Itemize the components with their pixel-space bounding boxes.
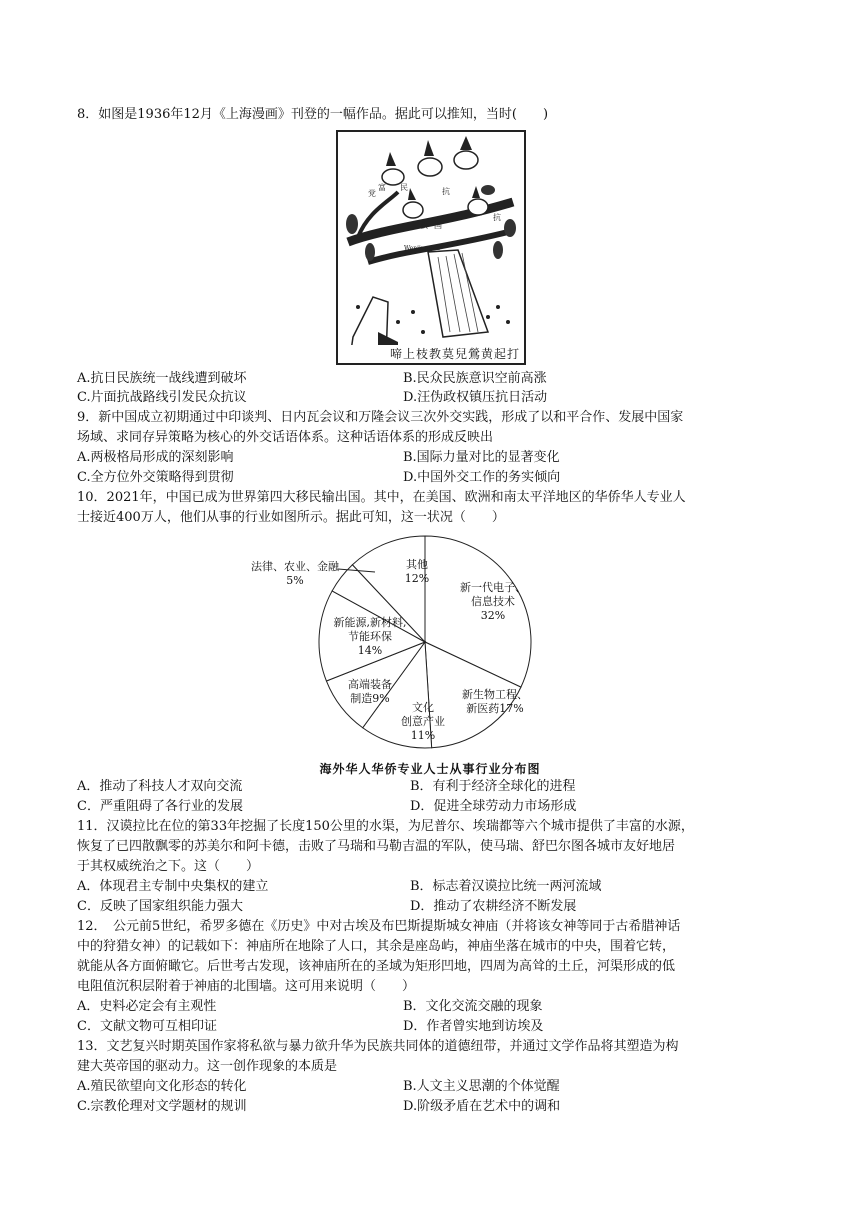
- q9-stem: 场域、求同存异策略为核心的外交话语体系。这种话语体系的形成反映出: [77, 430, 494, 445]
- q13-option-a[interactable]: A.殖民欲望向文化形态的转化: [77, 1079, 247, 1094]
- q8-option-a[interactable]: A.抗日民族统一战线遭到破坏: [77, 371, 247, 386]
- q9-option-d[interactable]: D.中国外交工作的务实倾向: [403, 470, 561, 485]
- q9-option-a[interactable]: A.两极格局形成的深刻影响: [77, 450, 234, 465]
- q8-option-d[interactable]: D.汪伪政权镇压抗日活动: [403, 390, 548, 405]
- cartoon-word: 救: [420, 221, 428, 230]
- q10-stem: 10．2021年，中国已成为世界第四大移民输出国。其中，在美国、欧洲和南太平洋地区的华侨华人专业人: [77, 490, 686, 505]
- q10-option-d[interactable]: D．促进全球劳动力市场形成: [410, 799, 577, 814]
- q13-option-b[interactable]: B.人文主义思潮的个体觉醒: [403, 1079, 560, 1094]
- q12-stem: 就能从各方面俯瞰它。后世考古发现，该神庙所在的圣域为矩形凹地，四周为高耸的土丘，河渠形成的低: [77, 959, 676, 974]
- q11-stem: 11．汉谟拉比在位的第33年挖掘了长度150公里的水渠，为尼普尔、埃瑞都等六个城市提供了丰富的水源，: [77, 819, 694, 834]
- q12-option-d[interactable]: D．作者曾实地到访埃及: [403, 1019, 544, 1034]
- q11-option-d[interactable]: D．推动了农耕经济不断发展: [410, 899, 577, 914]
- q11-stem: 恢复了已四散飘零的苏美尔和阿卡德，击败了马瑞和马勒吉温的军队，使马瑞、舒巴尔图各城市友好地居: [77, 839, 676, 854]
- cartoon-image: [336, 130, 526, 360]
- pie-slice-label: 法律、农业、金融 5%: [251, 560, 339, 587]
- cartoon-word: 国: [434, 221, 442, 230]
- cartoon-caption: 啼上枝教莫兒鶯黄起打: [336, 345, 526, 365]
- q9-stem: 9．新中国成立初期通过中印谈判、日内瓦会议和万隆会议三次外交实践，形成了以和平合作、发展中国家: [77, 410, 684, 425]
- q12-stem: 中的狩猎女神）的记载如下：神庙所在地除了人口，其余是座岛屿，神庙坐落在城市的中央，围着它转，: [77, 939, 676, 954]
- q11-option-c[interactable]: C．反映了国家组织能力强大: [77, 899, 243, 914]
- chart-title: 海外华人华侨专业人士从事行业分布图: [319, 762, 541, 776]
- pie-slice-label: 其他 12%: [404, 558, 430, 585]
- pie-slice-label: 新一代电子、 信息技术 32%: [460, 581, 526, 622]
- q10-option-a[interactable]: A．推动了科技人才双向交流: [77, 779, 243, 794]
- q9-option-b[interactable]: B.国际力量对比的显著变化: [403, 450, 560, 465]
- pie-chart: [250, 527, 610, 757]
- pie-slice-label: 新生物工程、 新医药17%: [462, 688, 528, 715]
- q13-option-c[interactable]: C.宗教伦理对文学题材的规训: [77, 1099, 247, 1114]
- q12-stem: 电阻值沉积层附着于神庙的北围墙。这可用来说明（ ）: [77, 979, 416, 994]
- q12-option-a[interactable]: A．史料必定会有主观性: [77, 999, 217, 1014]
- q10-option-b[interactable]: B．有利于经济全球化的进程: [410, 779, 576, 794]
- q12-stem: 12． 公元前5世纪，希罗多德在《历史》中对古埃及布巴斯提斯城女神庙（并将该女神等同于古希腊神话: [77, 919, 681, 934]
- pie-slice-label: 文化 创意产业 11%: [401, 701, 445, 742]
- cartoon-word: 党: [368, 189, 376, 198]
- q10-option-c[interactable]: C．严重阻碍了各行业的发展: [77, 799, 243, 814]
- pie-slice-label: 新能源,新材料, 节能环保 14%: [333, 616, 407, 657]
- q8-option-c[interactable]: C.片面抗战路线引发民众抗议: [77, 390, 247, 405]
- cartoon-word: 抗: [442, 187, 450, 196]
- q12-option-c[interactable]: C．文献文物可互相印证: [77, 1019, 217, 1034]
- q13-stem: 13．文艺复兴时期英国作家将私欲与暴力欲升华为民族共同体的道德纽带，并通过文学作品将其塑造为构: [77, 1039, 679, 1054]
- q13-option-d[interactable]: D.阶级矛盾在艺术中的调和: [403, 1099, 561, 1114]
- q11-option-b[interactable]: B．标志着汉谟拉比统一两河流域: [410, 879, 602, 894]
- q10-stem: 士接近400万人，他们从事的行业如图所示。据此可知，这一状况（ ）: [77, 510, 505, 525]
- cartoon-signature: Wenjinggua: [404, 245, 440, 252]
- cartoon-word: 抗: [493, 213, 501, 222]
- q8-option-b[interactable]: B.民众民族意识空前高涨: [403, 371, 547, 386]
- q13-stem: 建大英帝国的驱动力。这一创作现象的本质是: [77, 1059, 338, 1074]
- pie-slice-label: 高端装备 制造9%: [348, 678, 392, 705]
- q8-stem: 8．如图是1936年12月《上海漫画》刊登的一幅作品。据此可以推知，当时( ): [77, 107, 549, 122]
- cartoon-word: 富: [378, 183, 386, 192]
- q9-option-c[interactable]: C.全方位外交策略得到贯彻: [77, 470, 234, 485]
- q12-option-b[interactable]: B．文化交流交融的现象: [403, 999, 543, 1014]
- cartoon-word: 民: [400, 183, 408, 192]
- q11-stem: 于其权威统治之下。这（ ）: [77, 859, 260, 874]
- q11-option-a[interactable]: A．体现君主专制中央集权的建立: [77, 879, 269, 894]
